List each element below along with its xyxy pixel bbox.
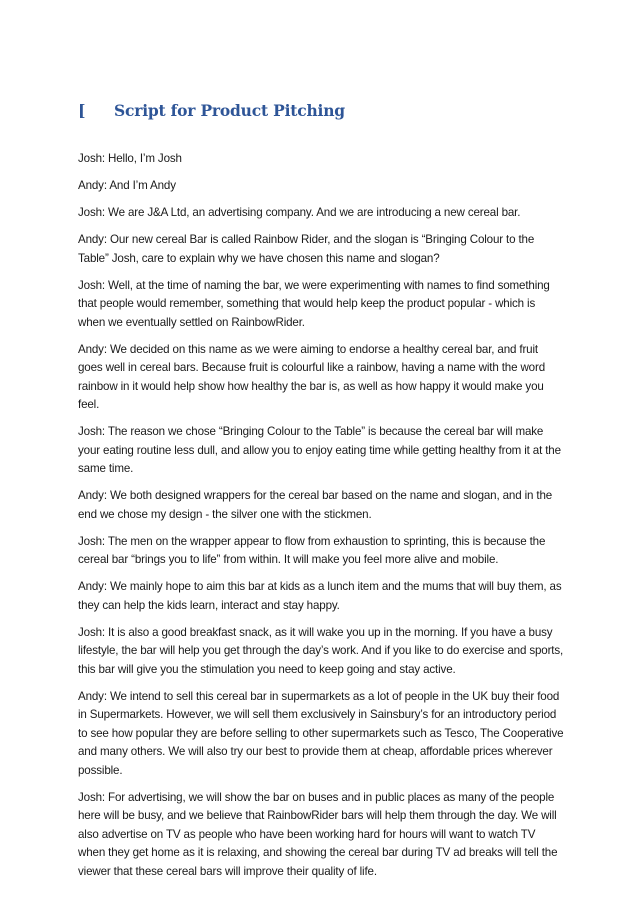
paragraph-4: Andy: Our new cereal Bar is called Rainbow Rider, and the slogan is “Bringing Colour to the Table” Josh, care to explain why we have chosen this name and slogan? bbox=[78, 233, 535, 265]
paragraph-12: Andy: We intend to sell this cereal bar in supermarkets as a lot of people in the UK buy their food in Supermarkets. However, we will sell them exclusively in Sainsbury’s for an introductory period to see how popular they are before selling to other supermarkets such as Tesco, The Cooperative and many others. We will also try our best to provide them at cheap, affordable prices wherever possible. bbox=[78, 689, 564, 777]
paragraph-2: Andy: And I’m Andy bbox=[78, 179, 176, 192]
heading-marker: [ bbox=[78, 101, 86, 120]
paragraph-1: Josh: Hello, I’m Josh bbox=[78, 152, 182, 165]
paragraph-11: Josh: It is also a good breakfast snack, as it will wake you up in the morning. If you have a busy lifestyle, the bar will help you get through the day’s work. And if you like to do exercise and sports, this bar will give you the stimulation you need to keep going and stay active. bbox=[78, 625, 564, 676]
paragraph-3: Josh: We are J&A Ltd, an advertising company. And we are introducing a new cereal bar. bbox=[78, 206, 521, 219]
paragraph-13: Josh: For advertising, we will show the bar on buses and in public places as many of the people here will be busy, and we believe that RainbowRider bars will help them through the day. We will also advertise on TV as people who have been working hard for hours will want to watch TV when they get home as it is relaxing, and showing the cereal bar during TV ad breaks will tell the viewer that these cereal bars will improve their quality of life. bbox=[78, 790, 558, 878]
document-title: Script for Product Pitching bbox=[114, 101, 345, 120]
paragraph-6: Andy: We decided on this name as we were aiming to endorse a healthy cereal bar, and fruit goes well in cereal bars. Because fruit is colourful like a rainbow, having a name with the word rainbow in it would help show how healthy the bar is, as well as how happy it would make you feel. bbox=[78, 342, 545, 411]
paragraph-9: Josh: The men on the wrapper appear to flow from exhaustion to sprinting, this is because the cereal bar “brings you to life” from within. It will make you feel more alive and mobile. bbox=[78, 534, 546, 566]
paragraph-5: Josh: Well, at the time of naming the bar, we were experimenting with names to find something that people would remember, something that would help keep the product popular - which is when we eventually settled on RainbowRider. bbox=[78, 278, 550, 329]
paragraph-10: Andy: We mainly hope to aim this bar at kids as a lunch item and the mums that will buy them, as they can help the kids learn, interact and stay happy. bbox=[78, 580, 562, 612]
document-body bbox=[78, 150, 564, 890]
paragraph-7: Josh: The reason we chose “Bringing Colour to the Table” is because the cereal bar will make your eating routine less dull, and allow you to enjoy eating time while getting healthy from it at the same time. bbox=[78, 425, 561, 475]
document-heading bbox=[78, 101, 345, 120]
paragraph-8: Andy: We both designed wrappers for the cereal bar based on the name and slogan, and in the end we chose my design - the silver one with the stickmen. bbox=[78, 489, 553, 521]
